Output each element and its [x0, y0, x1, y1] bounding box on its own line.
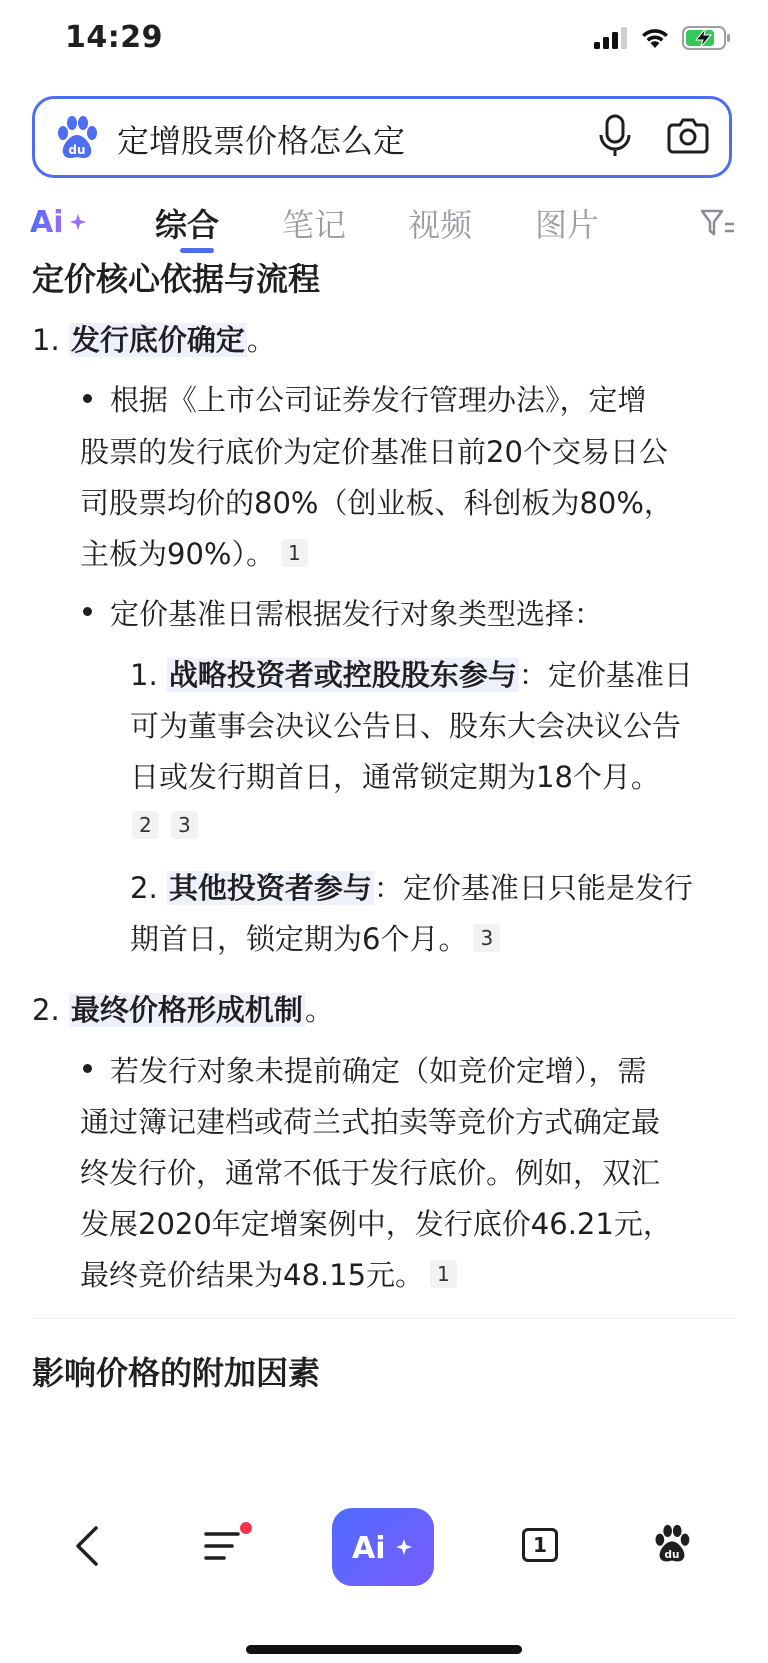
battery-charging-icon — [682, 26, 732, 50]
sub-list-item — [130, 653, 693, 694]
bullet-dot — [83, 607, 92, 616]
paragraph-line: 可为董事会决议公告日、股东大会决议公告 — [130, 709, 682, 743]
tab-images[interactable]: 图片 — [535, 206, 600, 244]
home-indicator — [246, 1645, 522, 1654]
tab-notes[interactable]: 笔记 — [282, 206, 347, 244]
paragraph-line: 若发行对象未提前确定（如竞价定增），需 — [110, 1054, 647, 1088]
paragraph-line: 司股票均价的80%（创业板、科创板为80%， — [80, 486, 673, 520]
highlight-term[interactable]: 其他投资者参与 — [168, 871, 372, 905]
camera-icon[interactable] — [667, 115, 709, 159]
paragraph-text: 主板为90%）。 — [80, 537, 275, 571]
paragraph-line: 定价基准日需根据发行对象类型选择： — [110, 597, 604, 631]
divider — [32, 1318, 736, 1319]
citation-badge[interactable]: 1 — [430, 1260, 457, 1288]
tab-videos[interactable]: 视频 — [408, 206, 473, 244]
list-item-tail: 。 — [304, 993, 334, 1027]
search-bar[interactable] — [32, 96, 732, 178]
microphone-icon[interactable] — [597, 113, 633, 163]
list-number: 2. — [32, 993, 60, 1027]
status-bar — [0, 0, 768, 84]
paragraph-line: 通过簿记建档或荷兰式拍卖等竞价方式确定最 — [80, 1105, 661, 1139]
citation-badge[interactable]: 2 — [132, 811, 159, 839]
list-item-heading — [32, 318, 276, 359]
paragraph-line: 股票的发行底价为定价基准日前20个交易日公 — [80, 435, 668, 469]
search-input[interactable]: 定增股票价格怎么定 — [117, 122, 406, 160]
baidu-home-icon[interactable] — [652, 1524, 692, 1568]
paragraph-line: 终发行价，通常不低于发行底价。例如，双汇 — [80, 1156, 661, 1190]
ai-button-label: Ai — [352, 1531, 386, 1565]
citation-badge[interactable]: 3 — [473, 924, 500, 952]
list-number: 1. — [130, 658, 158, 692]
bottom-navigation — [0, 1500, 768, 1663]
cellular-signal-icon — [594, 27, 628, 49]
status-icons — [594, 26, 732, 50]
paragraph-line: 根据《上市公司证券发行管理办法》，定增 — [110, 383, 647, 417]
citation-badge[interactable]: 3 — [171, 811, 198, 839]
paragraph-line — [80, 1253, 457, 1294]
section-title: 影响价格的附加因素 — [32, 1354, 321, 1392]
paragraph-line: 日或发行期首日，通常锁定期为18个月。 — [130, 760, 660, 794]
ai-assistant-button[interactable] — [332, 1508, 434, 1586]
svg-text:du: du — [664, 1548, 680, 1561]
paragraph-line — [80, 532, 308, 573]
paragraph-line — [130, 917, 500, 958]
paragraph-text: 最终竞价结果为48.15元。 — [80, 1258, 425, 1292]
section-title: 定价核心依据与流程 — [32, 260, 321, 298]
paragraph-text: 期首日，锁定期为6个月。 — [130, 922, 468, 956]
filter-icon[interactable] — [700, 208, 736, 242]
paragraph-text: ：定价基准日只能是发行 — [373, 871, 693, 905]
citation-badge[interactable]: 1 — [281, 539, 308, 567]
tab-bar — [0, 190, 768, 254]
wifi-icon — [640, 27, 670, 49]
active-tab-indicator — [180, 248, 214, 253]
highlight-term[interactable]: 发行底价确定 — [70, 323, 245, 357]
list-number: 1. — [32, 323, 60, 357]
list-number: 2. — [130, 871, 158, 905]
back-icon[interactable] — [72, 1524, 104, 1572]
baidu-paw-icon — [55, 115, 99, 165]
list-item-tail: 。 — [246, 323, 276, 357]
paragraph-line: 发展2020年定增案例中，发行底价46.21元， — [80, 1207, 672, 1241]
highlight-term[interactable]: 战略投资者或控股股东参与 — [168, 658, 517, 692]
svg-text:du: du — [68, 143, 86, 157]
bullet-dot — [83, 394, 92, 403]
ai-tab-label: Ai — [30, 205, 64, 238]
highlight-term[interactable]: 最终价格形成机制 — [70, 993, 303, 1027]
list-item-heading — [32, 988, 334, 1029]
sub-list-item — [130, 866, 693, 907]
paragraph-text: ：定价基准日 — [518, 658, 693, 692]
status-time: 14:29 — [65, 20, 163, 55]
menu-icon[interactable] — [204, 1530, 240, 1566]
tabs-icon[interactable]: 1 — [522, 1528, 558, 1562]
tab-comprehensive[interactable]: 综合 — [155, 206, 220, 244]
ai-tab[interactable] — [30, 204, 88, 242]
notification-dot — [240, 1522, 252, 1534]
bullet-dot — [83, 1064, 92, 1073]
